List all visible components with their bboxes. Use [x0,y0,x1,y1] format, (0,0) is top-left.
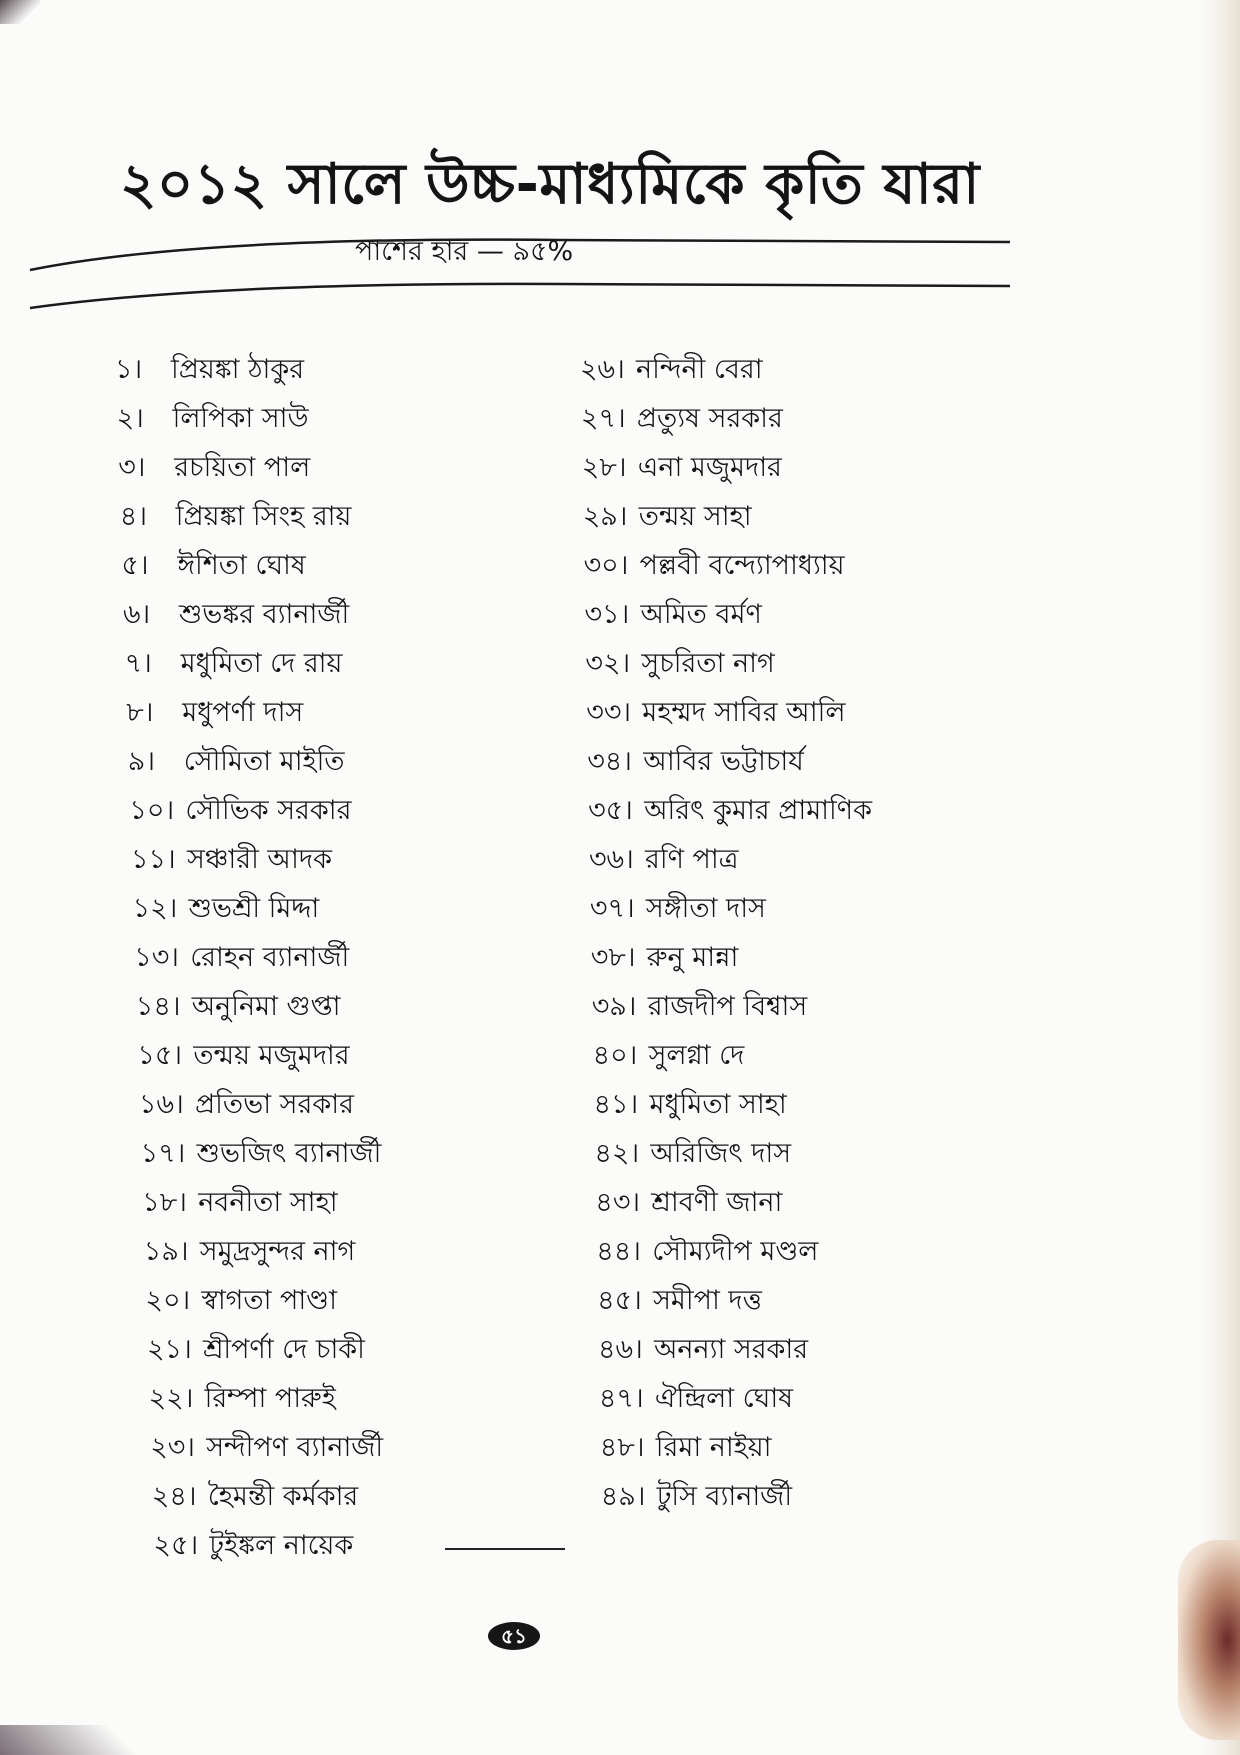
list-item [115,1472,585,1521]
list-item [115,884,585,933]
list-item [115,1325,585,1374]
student-name: অনুনিমা গুপ্তা [191,991,341,1022]
student-name: শ্রীপর্ণা দে চাকী [203,1334,365,1365]
student-name: অনন্যা সরকার [654,1334,809,1365]
item-number: ৯। [127,746,155,777]
item-number: ৫। [121,550,149,581]
list-item [580,1374,1100,1423]
list-item [115,541,585,590]
student-name: রিম্পা পারুই [204,1383,336,1414]
student-name: সৌমিতা মাইতি [183,746,345,777]
page-title: ২০১২ সালে উচ্চ-মাধ্যমিকে কৃতি যারা [120,152,980,217]
student-name: আবির ভট্টাচার্য [643,746,804,777]
list-item [115,835,585,884]
item-number: ৩। [118,452,146,483]
student-name: রোহন ব্যানার্জী [190,942,350,973]
list-item [115,345,585,394]
list-item [115,1178,585,1227]
student-name: শুভজিৎ ব্যানার্জী [196,1138,382,1169]
item-number: ১০। [129,795,175,826]
list-item [115,1080,585,1129]
list-item [580,639,1100,688]
item-number: ৪৬। [598,1334,643,1365]
student-name: অরিজিৎ দাস [650,1138,792,1169]
list-item [115,1129,585,1178]
item-number: ১২। [132,893,178,924]
item-number: ২৬। [580,354,625,385]
list-item [580,1472,1100,1521]
item-number: ৩৫। [588,795,633,826]
list-item [115,590,585,639]
student-name: এনা মজুমদার [637,452,782,483]
item-number: ৩৩। [586,697,632,728]
student-name: শুভঙ্কর ব্যানার্জী [179,599,350,630]
item-number: ৩৯। [591,991,637,1022]
item-number: ৩৮। [590,942,636,973]
student-name: মধুমিতা দে রায় [180,648,343,679]
item-number: ৪৮। [599,1432,645,1463]
student-name: শ্রাবণী জানা [651,1187,783,1218]
student-name: নবনীতা সাহা [198,1187,338,1218]
list-item [115,492,585,541]
thumb-shadow [1178,1540,1240,1740]
item-number: ৩২। [585,648,631,679]
item-number: ১। [115,354,143,385]
list-item [115,1423,585,1472]
student-name: টুইঙ্কল নায়েক [209,1530,354,1561]
item-number: ৪। [119,501,147,532]
list-item [580,1423,1100,1472]
list-item [115,1227,585,1276]
list-item [115,786,585,835]
student-name: রাজদীপ বিশ্বাস [647,991,808,1022]
list-item [580,1178,1100,1227]
list-item [580,1276,1100,1325]
student-name: রিমা নাইয়া [655,1432,772,1463]
item-number: ১৯। [143,1236,189,1267]
bottom-shadow [0,1725,200,1755]
student-name: ঈশিতা ঘোষ [177,550,306,581]
footer-rule [445,1548,565,1550]
student-name: টুসি ব্যানার্জী [656,1481,793,1512]
student-name: প্রিয়ঙ্কা ঠাকুর [171,354,305,385]
list-item [580,884,1100,933]
item-number: ৪২। [594,1138,640,1169]
item-number: ৮। [126,697,154,728]
names-column-right [580,345,1100,1521]
item-number: ৩৪। [587,746,632,777]
list-item [580,345,1100,394]
list-item [580,1080,1100,1129]
item-number: ৪৯। [600,1481,646,1512]
item-number: ২৯। [582,501,628,532]
student-name: মহম্মদ সাবির আলি [642,697,846,728]
student-name: শুভশ্রী মিদ্দা [188,893,320,924]
item-number: ২১। [147,1334,192,1365]
item-number: ২৪। [151,1481,197,1512]
list-item [115,394,585,443]
list-item [115,443,585,492]
item-number: ৭। [124,648,152,679]
list-item [115,1031,585,1080]
student-name: হৈমন্তী কর্মকার [207,1481,359,1512]
list-item [580,737,1100,786]
student-name: লিপিকা সাউ [172,403,309,434]
list-item [580,443,1100,492]
item-number: ১৫। [137,1040,183,1071]
student-name: প্রিয়ঙ্কা সিংহ রায় [175,501,352,532]
list-item [115,982,585,1031]
student-name: পল্লবী বন্দ্যোপাধ্যায় [639,550,845,581]
list-item [580,835,1100,884]
list-item [580,492,1100,541]
lower-curved-rule [30,284,1010,308]
student-name: প্রত্যুষ সরকার [636,403,783,434]
list-item [115,933,585,982]
item-number: ৪৭। [598,1383,644,1414]
list-item [580,933,1100,982]
item-number: ৪১। [593,1089,639,1120]
student-name: সৌম্যদীপ মণ্ডল [652,1236,819,1267]
item-number: ২৭। [580,403,626,434]
student-name: তন্ময় সাহা [638,501,752,532]
item-number: ২৩। [150,1432,195,1463]
item-number: ১৩। [134,942,179,973]
list-item [580,1227,1100,1276]
list-item [580,590,1100,639]
student-name: সুলগ্না দে [648,1040,745,1071]
item-number: ৪০। [592,1040,638,1071]
student-name: সঙ্গীতা দাস [645,893,766,924]
list-item [115,688,585,737]
item-number: ৩০। [583,550,629,581]
list-item [580,982,1100,1031]
item-number: ২০। [145,1285,191,1316]
item-number: ৩৬। [589,844,634,875]
item-number: ৪৩। [595,1187,641,1218]
item-number: ৩১। [584,599,630,630]
item-number: ২২। [148,1383,194,1414]
item-number: ৩৭। [589,893,635,924]
list-item [115,639,585,688]
student-name: মধুপর্ণা দাস [182,697,304,728]
item-number: ৪৫। [597,1285,642,1316]
student-name: রণি পাত্র [645,844,739,875]
title-rules [0,0,1240,320]
student-name: স্বাগতা পাণ্ডা [201,1285,337,1316]
student-name: সুচরিতা নাগ [641,648,775,679]
list-item [115,1276,585,1325]
item-number: ২। [116,403,144,434]
item-number: ১৬। [139,1089,184,1120]
student-name: রুনু মান্না [646,942,739,973]
list-item [115,737,585,786]
item-number: ১৮। [142,1187,187,1218]
list-item [115,1374,585,1423]
list-item [580,1129,1100,1178]
item-number: ৪৪। [596,1236,641,1267]
student-name: অরিৎ কুমার প্রামাণিক [644,795,872,826]
item-number: ২৮। [581,452,627,483]
student-name: তন্ময় মজুমদার [193,1040,350,1071]
student-name: সৌভিক সরকার [185,795,352,826]
item-number: ১৪। [135,991,181,1022]
list-item [580,394,1100,443]
list-item [580,1325,1100,1374]
item-number: ২৫। [153,1530,199,1561]
student-name: নন্দিনী বেরা [636,354,763,385]
pass-rate: পাশের হার — ৯৫% [355,236,574,267]
student-name: প্রতিভা সরকার [195,1089,354,1120]
list-item [580,541,1100,590]
item-number: ১৭। [140,1138,186,1169]
student-name: ঐন্দ্রিলা ঘোষ [654,1383,794,1414]
student-name: রচয়িতা পাল [174,452,311,483]
names-column-left [115,345,585,1570]
item-number: ১১। [131,844,176,875]
list-item [580,786,1100,835]
student-name: সন্দীপণ ব্যানার্জী [206,1432,384,1463]
list-item [115,1521,585,1570]
student-name: সমুদ্রসুন্দর নাগ [199,1236,356,1267]
student-name: অমিত বর্মণ [640,599,762,630]
list-item [580,1031,1100,1080]
student-name: মধুমিতা সাহা [649,1089,787,1120]
item-number: ৬। [123,599,151,630]
page-number: ৫১ [488,1622,540,1650]
list-item [580,688,1100,737]
student-name: সঞ্চারী আদক [187,844,332,875]
student-name: সমীপা দত্ত [653,1285,762,1316]
